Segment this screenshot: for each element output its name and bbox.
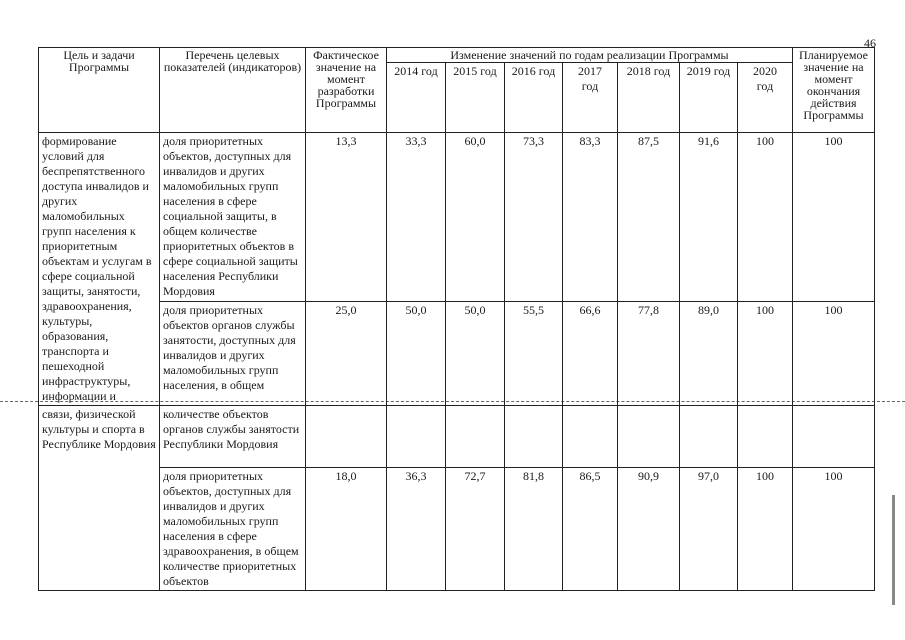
header-year: 2015 год xyxy=(446,63,505,133)
actual-value: 18,0 xyxy=(306,468,387,591)
header-year: 2014 год xyxy=(387,63,446,133)
year-value: 60,0 xyxy=(446,133,505,302)
indicators-table xyxy=(38,47,875,591)
page-number: 46 xyxy=(864,36,876,50)
planned-value: 100 xyxy=(793,468,875,591)
header-indicators: Перечень целевых показателей (индикаторов) xyxy=(160,48,306,133)
header-year: 2017 год xyxy=(563,63,618,133)
year-value: 77,8 xyxy=(618,301,680,405)
year-value: 100 xyxy=(738,468,793,591)
year-value: 36,3 xyxy=(387,468,446,591)
year-value: 100 xyxy=(738,133,793,302)
year-value: 55,5 xyxy=(505,301,563,405)
scan-mark xyxy=(892,495,895,605)
year-value: 33,3 xyxy=(387,133,446,302)
indicator-cell: доля приоритетных объектов органов службы занятости, доступных для инвалидов и других маломобильных групп населения, в общем xyxy=(160,301,306,405)
year-value: 72,7 xyxy=(446,468,505,591)
header-goal: Цель и задачи Программы xyxy=(39,48,160,133)
goal-cell-continued: связи, физической культуры и спорта в Республике Мордовия xyxy=(39,406,160,591)
year-value: 97,0 xyxy=(680,468,738,591)
goal-cell: формирование условий для беспрепятственного доступа инвалидов и других маломобильных групп населения к приоритетным объектам и услугам в сфере социальной защиты, занятости, здравоохранения, культуры, образования, транспорта и пешеходной инфраструктуры, информации и xyxy=(39,133,160,406)
year-value: 50,0 xyxy=(387,301,446,405)
header-year: 2018 год xyxy=(618,63,680,133)
planned-value: 100 xyxy=(793,133,875,302)
year-value: 50,0 xyxy=(446,301,505,405)
header-actual: Фактическое значение на момент разработки Программы xyxy=(306,48,387,133)
indicator-cell: доля приоритетных объектов, доступных для инвалидов и других маломобильных групп населения в сфере социальной защиты, в общем количестве приоритетных объектов в сфере социальной защиты населения Республики Мордовия xyxy=(160,133,306,302)
year-value: 89,0 xyxy=(680,301,738,405)
year-value: 83,3 xyxy=(563,133,618,302)
year-value: 66,6 xyxy=(563,301,618,405)
year-value: 86,5 xyxy=(563,468,618,591)
indicator-cell-continued: количестве объектов органов службы занятости Республики Мордовия xyxy=(160,406,306,468)
header-year: 2019 год xyxy=(680,63,738,133)
year-value: 91,6 xyxy=(680,133,738,302)
actual-value: 13,3 xyxy=(306,133,387,302)
year-value: 73,3 xyxy=(505,133,563,302)
header-year: 2020 год xyxy=(738,63,793,133)
year-value: 87,5 xyxy=(618,133,680,302)
year-value: 100 xyxy=(738,301,793,405)
year-value: 90,9 xyxy=(618,468,680,591)
planned-value: 100 xyxy=(793,301,875,405)
header-year: 2016 год xyxy=(505,63,563,133)
actual-value: 25,0 xyxy=(306,301,387,405)
header-planned: Планируемое значение на момент окончания действия Программы xyxy=(793,48,875,133)
indicator-cell: доля приоритетных объектов, доступных для инвалидов и других маломобильных групп населения в сфере здравоохранения, в общем количестве приоритетных объектов xyxy=(160,468,306,591)
header-change-group: Изменение значений по годам реализации Программы xyxy=(387,48,793,63)
year-value: 81,8 xyxy=(505,468,563,591)
